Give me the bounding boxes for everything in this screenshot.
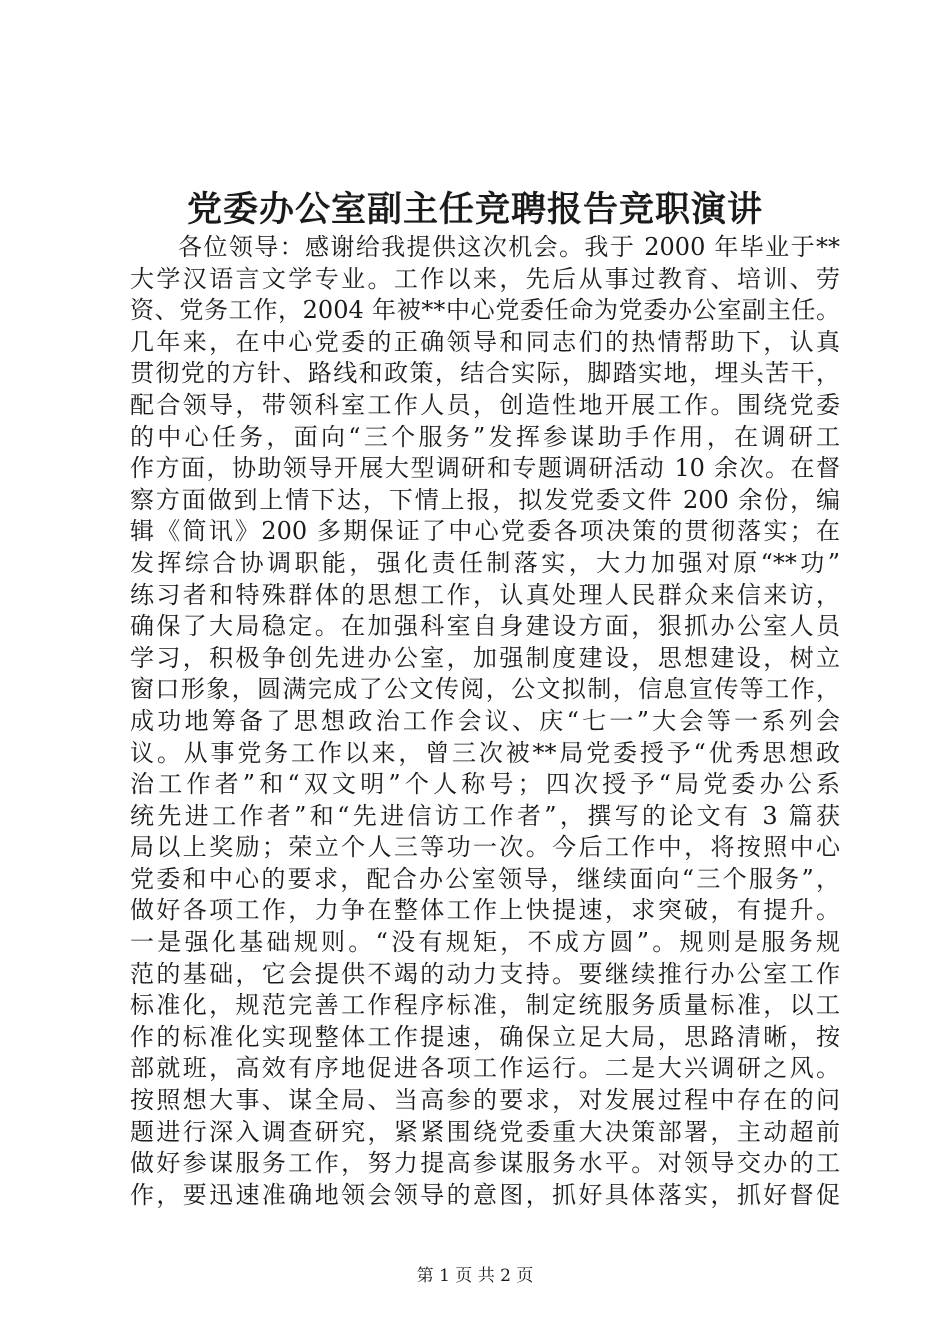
body-line: 治工作者”和“双文明”个人称号；四次授予“局党委办公系: [130, 770, 840, 799]
body-line: 做好参谋服务工作，努力提高参谋服务水平。对领导交办的工: [130, 1149, 840, 1178]
body-line: 范的基础，它会提供不竭的动力支持。要继续推行办公室工作: [130, 959, 840, 988]
body-line: 按照想大事、谋全局、当高参的要求，对发展过程中存在的问: [130, 1086, 840, 1115]
body-line: 确保了大局稳定。在加强科室自身建设方面，狠抓办公室人员: [130, 612, 840, 641]
body-line: 资、党务工作，2004 年被**中心党委任命为党委办公室副主任。: [130, 296, 840, 325]
body-line: 做好各项工作，力争在整体工作上快提速，求突破，有提升。: [130, 896, 840, 925]
body-line: 窗口形象，圆满完成了公文传阅，公文拟制，信息宣传等工作，: [130, 675, 840, 704]
body-line: 题进行深入调查研究，紧紧围绕党委重大决策部署，主动超前: [130, 1117, 840, 1146]
body-line: 贯彻党的方针、路线和政策，结合实际，脚踏实地，埋头苦干，: [130, 359, 840, 388]
body-line: 练习者和特殊群体的思想工作，认真处理人民群众来信来访，: [130, 580, 840, 609]
body-line: 各位领导：感谢给我提供这次机会。我于 2000 年毕业于**: [178, 233, 840, 261]
body-line: 党委和中心的要求，配合办公室领导，继续面向“三个服务”，: [130, 864, 840, 893]
body-line: 局以上奖励；荣立个人三等功一次。今后工作中，将按照中心: [130, 833, 840, 862]
body-line: 几年来，在中心党委的正确领导和同志们的热情帮助下，认真: [130, 327, 840, 356]
document-title: 党委办公室副主任竞聘报告竞职演讲: [186, 189, 763, 230]
body-line: 辑《简讯》200 多期保证了中心党委各项决策的贯彻落实；在: [130, 517, 840, 546]
document-body: [130, 232, 840, 1211]
body-line: 大学汉语言文学专业。工作以来，先后从事过教育、培训、劳: [130, 264, 840, 293]
body-line: 作的标准化实现整体工作提速，确保立足大局，思路清晰，按: [130, 1022, 840, 1051]
body-line: 成功地筹备了思想政治工作会议、庆“七一”大会等一系列会: [130, 706, 840, 735]
body-line: 标准化，规范完善工作程序标准，制定统服务质量标准，以工: [130, 991, 840, 1020]
body-line: 察方面做到上情下达，下情上报，拟发党委文件 200 余份，编: [130, 485, 840, 514]
body-line: 议。从事党务工作以来，曾三次被**局党委授予“优秀思想政: [130, 738, 840, 767]
page-footer: 第 1 页 共 2 页: [416, 1266, 534, 1286]
body-line: 的中心任务，面向“三个服务”发挥参谋助手作用，在调研工: [130, 422, 840, 451]
body-line: 发挥综合协调职能，强化责任制落实，大力加强对原“**功”: [130, 548, 840, 577]
body-line: 学习，积极争创先进办公室，加强制度建设，思想建设，树立: [130, 643, 840, 672]
body-line: 作方面，协助领导开展大型调研和专题调研活动 10 余次。在督: [130, 454, 840, 483]
body-line: 配合领导，带领科室工作人员，创造性地开展工作。围绕党委: [130, 390, 840, 419]
body-line: 作，要迅速准确地领会领导的意图，抓好具体落实，抓好督促: [130, 1180, 840, 1209]
body-line: 一是强化基础规则。“没有规矩，不成方圆”。规则是服务规: [130, 928, 840, 957]
body-line: 统先进工作者”和“先进信访工作者”，撰写的论文有 3 篇获: [130, 801, 840, 830]
body-line: 部就班，高效有序地促进各项工作运行。二是大兴调研之风。: [130, 1054, 840, 1083]
